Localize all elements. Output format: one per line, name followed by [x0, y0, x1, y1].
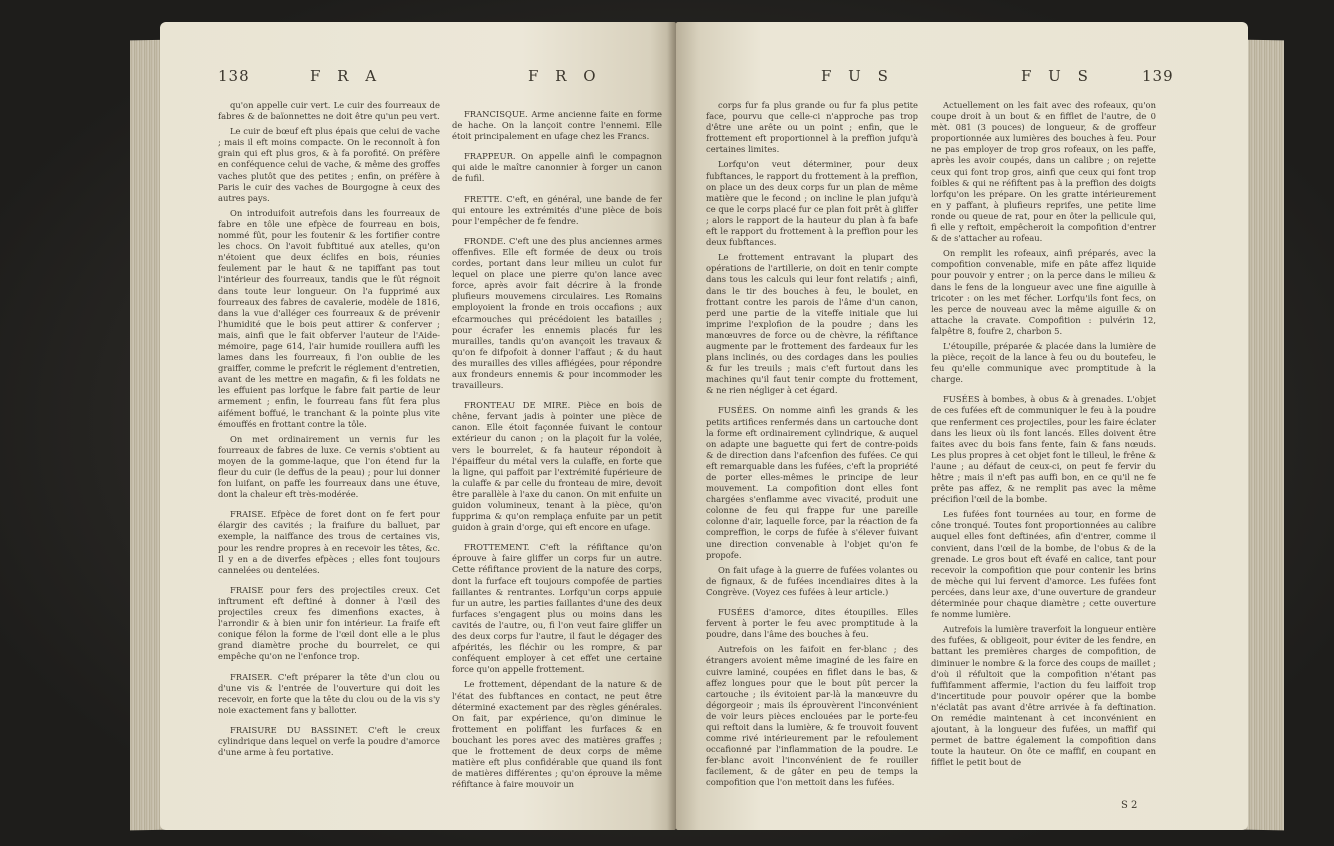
paragraph: L'étoupille, préparée & placée dans la lumière de la pièce, reçoit de la lance à feu ou du boutefeu, le feu qu'elle communique avec promptitude à la charge.: [931, 340, 1156, 385]
left-page: [160, 22, 676, 830]
paragraph: Actuellement on les fait avec des rofeaux, qu'on coupe droit à un bout & en fifflet de l'autre, de 0 mèt. 081 (3 pouces) de longueur, & de groffeur proportionnée aux lumières des bouches à feu. Pour ne pas employer de trop gros rofeaux, on les paffe, après les avoir coupés, dans un calibre ; on rejette ceux qui font trop gros, ainfi que ceux qui font trop foibles & qui ne réfiftent pas à la preffion des doigts lorfqu'on les prépare. On les gratte intérieurement en y paffant, à plufieurs reprifes, une petite lime ronde ou queue de rat, pour en ôter la pellicule qui, fi elle y reftoit, empêcheroit la compofition d'entrer & de s'attacher au rofeau.: [931, 100, 1156, 244]
paragraph: On remplit les rofeaux, ainfi préparés, avec la compofition convenable, mife en pâte affez liquide pour pouvoir y entrer ; on la perce dans le milieu & dans le fens de la longueur avec une fine aiguille à tricoter : on les met fécher. Lorfqu'ils font fecs, on les perce de nouveau avec la même aiguille & on attache la cravate. Compofition : pulvérin 12, falpêtre 8, foufre 2, charbon 5.: [931, 248, 1156, 336]
paragraph: Autrefois on les faifoit en fer-blanc ; des étrangers avoient même imaginé de les faire en cuivre laminé, coupées en fiflet dans le bas, & affez longues pour que le bout pût percer la cartouche ; ils évitoient par-là la manœuvre du dégorgeoir ; mais ils éprouvèrent l'inconvénient de voir leurs pièces enclouées par le porte-feu qui reftoit dans la lumière, & fe trouvoit fouvent comme rivé intérieurement par le refoulement occafionné par l'inflammation de la poudre. Le fer-blanc avoit l'inconvénient de fe rouiller facilement, & de gâter en peu de temps la compofition que l'on mettoit dans les fufées.: [706, 644, 918, 788]
right-running-head-2: F U S: [1021, 67, 1094, 85]
dictionary-entry: FUSÉES à bombes, à obus & à grenades. L'objet de ces fufées eft de communiquer le feu à la poudre que renferment ces projectiles, pour les faire éclater dans les lieux où ils font lancés. Elles doivent être faites avec du bois fans fente, fain & fans nœuds. Les plus propres à cet objet font le tilleul, le frêne & l'aune ; au défaut de ceux-ci, on peut fe fervir du hêtre ; mais il n'eft pas auffi bon, en ce qu'il ne fe prête pas affez, & ne remplit pas avec la même précifion l'œil de la bombe.: [931, 394, 1156, 505]
dictionary-entry: FRAISER. C'eft préparer la tête d'un clou ou d'une vis & l'entrée de l'ouverture qui doit les recevoir, en forte que la tête du clou ou de la vis s'y noie exactement fans y ballotter.: [218, 671, 440, 715]
dictionary-entry: FRANCISQUE. Arme ancienne faite en forme de hache. On la lançoit contre l'ennemi. Elle étoit principalement en ufage chez les Francs.: [452, 109, 662, 142]
paragraph: Lorfqu'on veut déterminer, pour deux fubftances, le rapport du frottement à la preffion, on place un des deux corps fur un plan de même matière que le fecond ; on incline le plan jufqu'à ce que le corps placé fur ce plan foit prêt à gliffer ; alors le rapport de la hauteur du plan à fa bafe eft le rapport du frottement à la preffion pour les deux fubftances.: [706, 159, 918, 248]
dictionary-entry: FRAISE pour fers des projectiles creux. Cet inftrument eft deftiné à donner à l'œil des projectiles creux fes dimenfions exactes, à l'arrondir & à bien unir fon intérieur. La fraife eft conique félon la forme de l'œil dont elle a le plus grand diamètre proche du bourrelet, ce qui empêche qu'on ne l'enfonce trop.: [218, 584, 440, 662]
dictionary-entry: FROTTEMENT. C'eft la réfiftance qu'on éprouve à faire gliffer un corps fur un autre. Cette réfiftance provient de la nature des corps, dont la furface eft toujours compofée de parties faillantes & rentrantes. Lorfqu'un corps appuie fur un autre, les parties faillantes d'une des deux furfaces s'engagent plus ou moins dans les cavités de l'autre, ou, fi l'on veut faire gliffer un des deux corps fur l'autre, il faut le dégager des afpérités, les fléchir ou les rompre, & par conféquent employer à cet effet une certaine force qu'on appelle frottement.: [452, 542, 662, 675]
left-page-header: [160, 67, 676, 91]
paragraph: qu'on appelle cuir vert. Le cuir des fourreaux de fabres & de baïonnettes ne doit être qu'un peu vert.: [218, 100, 440, 122]
paragraph: Le cuir de bœuf eft plus épais que celui de vache ; mais il eft moins compacte. On le reconnoît à fon grain qui eft plus gros, & à fa porofité. On préfère en conféquence celui de vache, & même des groffes vaches plutôt que des petites ; enfin, on préfère à Paris le cuir des vaches de Bourgogne à ceux des autres pays.: [218, 126, 440, 203]
paragraph: Le frottement entravant la plupart des opérations de l'artillerie, on doit en tenir compte dans tous les calculs qui leur font relatifs ; ainfi, dans le tir des bouches à feu, le boulet, en frottant contre les parois de l'âme d'un canon, perd une partie de la viteffe initiale que lui imprime l'explofion de la poudre ; dans les manœuvres de force ou de chèvre, la réfiftance augmente par le frottement des fardeaux fur les plans inclinés, ou des cordages dans les poulies & fur les treuils ; mais c'eft furtout dans les machines qu'il faut tenir compte du frottement, & ne rien négliger à cet égard.: [706, 252, 918, 396]
paragraph: corps fur fa plus grande ou fur fa plus petite face, pourvu que celle-ci n'approche pas trop d'être une arête ou un point ; enfin, que le frottement eft proportionnel à la preffion jufqu'à certaines limites.: [706, 100, 918, 155]
paragraph: On fait ufage à la guerre de fufées volantes ou de fignaux, & de fufées incendiaires dites à la Congrève. (Voyez ces fufées à leur article.): [706, 564, 918, 597]
left-running-head-2: F R O: [528, 67, 602, 85]
dictionary-entry: FUSÉES. On nomme ainfi les grands & les petits artifices renfermés dans un cartouche dont la forme eft ordinairement cylindrique, & auquel on adapte une baguette qui fert de contre-poids & de direction dans l'afcenfion des fufées. Ce qui eft remarquable dans les fufées, c'eft la propriété de porter elles-mêmes le principe de leur mouvement. La compofition dont elles font chargées s'enflamme avec vivacité, produit une colonne de feu qui frappe fur une pareille colonne d'air, laquelle force, par la réaction de fa compreffion, le corps de fufée à s'élever fuivant une direction convenable à l'objet qu'on fe propofe.: [706, 405, 918, 560]
left-page-number: 138: [218, 67, 250, 85]
paragraph: Les fufées font tournées au tour, en forme de cône tronqué. Toutes font proportionnées au calibre auquel elles font deftinées, afin d'entrer, comme il convient, dans l'œil de la bombe, de l'obus & de la grenade. Le gros bout eft évafé en calice, tant pour recevoir la compofition que pour contenir les brins de mèche qui lui fervent d'amorce. Les fufées font percées, dans leur axe, d'une ouverture de grandeur déterminée pour chaque diamètre ; cette ouverture fe nomme lumière.: [931, 509, 1156, 620]
dictionary-entry: FRAISE. Efpèce de foret dont on fe fert pour élargir des cavités ; la fraifure du balluet, par exemple, la naiffance des trous de certaines vis, pour les rendre propres à en recevoir les têtes, &c. Il y en a de diverfes efpèces ; elles font toujours cannelées ou dentelées.: [218, 509, 440, 575]
right-column-1: [706, 100, 918, 793]
signature-mark: S 2: [1121, 800, 1138, 811]
left-column-2: [452, 100, 662, 794]
paragraph: On introduifoit autrefois dans les fourreaux de fabre en tôle une efpèce de fourreau en bois, nommé fût, pour les foutenir & les fortifier contre les chocs. On l'avoit fubftitué aux atelles, qu'on n'étoient que deux éclifes en bois, réunies feulement par le haut & ne tapiffant pas tout l'intérieur des fourreaux, tandis que le fût régnoit dans toute leur longueur. On l'a fupprimé aux fourreaux des fabres de cavalerie, modèle de 1816, dans la vue d'alléger ces fourreaux & de prévenir l'humidité que le bois peut attirer & conferver ; mais, ainfi que le fait obferver l'auteur de l'Aide-mémoire, page 614, l'air humide rouillera auffi les lames dans les fourreaux, fi l'on oublie de les graiffer, comme le prefcrit le réglement d'entretien, avant de les mettre en magafin, & fi les foldats ne les effuient pas lorfque le fabre fait partie de leur armement ; enfin, le fourreau fans fût fera plus aifément boffué, le tranchant & la pointe plus vite émouffés en frottant contre la tôle.: [218, 207, 440, 429]
left-running-head-1: F R A: [310, 67, 383, 85]
right-column-2: [931, 100, 1156, 772]
paragraph: Le frottement, dépendant de la nature & de l'état des fubftances en contact, ne peut être déterminé exactement par des règles générales. On fait, par expérience, qu'on diminue le frottement en poliffant les furfaces & en bouchant les pores avec des matières graffes ; que le frottement de deux corps de même matière eft plus confidérable que quand ils font de matières différentes ; qu'on éprouve la même réfiftance à faire mouvoir un: [452, 679, 662, 790]
right-page: [676, 22, 1248, 830]
dictionary-entry: FUSÉES d'amorce, dites étoupilles. Elles fervent à porter le feu avec promptitude à la poudre, dans l'âme des bouches à feu.: [706, 607, 918, 640]
dictionary-entry: FRETTE. C'eft, en général, une bande de fer qui entoure les extrémités d'une pièce de bois pour l'empêcher de fe fendre.: [452, 193, 662, 226]
dictionary-entry: FRONTEAU DE MIRE. Pièce en bois de chêne, fervant jadis à pointer une pièce de canon. Elle étoit façonnée fuivant le contour extérieur du canon ; on la plaçoit fur la volée, vers le bourrelet, & fa hauteur répondoit à l'épaiffeur du métal vers la culaffe, en forte que la ligne, qui paffoit par l'extrémité fupérieure de la culaffe & par celle du fronteau de mire, devoit être parallèle à l'axe du canon. On mit enfuite un guidon volumineux, tenant à la pièce, qu'on fupprima & qu'on remplaça enfuite par un petit guidon à grain d'orge, qui eft encore en ufage.: [452, 400, 662, 533]
dictionary-entry: FRAPPEUR. On appelle ainfi le compagnon qui aide le maître canonnier à forger un canon de fufil.: [452, 151, 662, 184]
right-page-header: [676, 67, 1248, 91]
dictionary-entry: FRONDE. C'eft une des plus anciennes armes offenfives. Elle eft formée de deux ou trois cordes, portant dans leur milieu un culot fur lequel on place une pierre qu'on lance avec force, après avoir fait décrire à la fronde plufieurs mouvemens circulaires. Les Romains employoient la fronde en trois occafions ; aux efcarmouches qui précédoient les batailles ; pour écrafer les ennemis placés fur les murailles, tandis qu'on avançoit les travaux & qu'on fe difpofoit à donner l'affaut ; & du haut des murailles des villes affiégées, pour répondre aux frondeurs ennemis & pour incommoder les travailleurs.: [452, 235, 662, 391]
right-page-number: 139: [1142, 67, 1174, 85]
right-running-head-1: F U S: [821, 67, 894, 85]
left-column-1: [218, 100, 440, 762]
dictionary-entry: FRAISURE DU BASSINET. C'eft le creux cylindrique dans lequel on verfe la poudre d'amorce d'une arme à feu portative.: [218, 724, 440, 758]
paragraph: On met ordinairement un vernis fur les fourreaux de fabres de luxe. Ce vernis s'obtient au moyen de la gomme-laque, que l'on étend fur la fleur du cuir (le deffus de la peau) ; pour lui donner fon luifant, on paffe les fourreaux dans une étuve, dont la chaleur eft très-modérée.: [218, 433, 440, 500]
paragraph: Autrefois la lumière traverfoit la longueur entière des fufées, & obligeoit, pour éviter de les fendre, en battant les premières charges de compofition, de diminuer le nombre & la force des coups de maillet ; d'où il réfultoit que la compofition n'étant pas fuffifamment affermie, l'action du feu laiffoit trop d'incertitude pour pouvoir opérer que la bombe n'éclatât pas avant d'être arrivée à fa deftination. On remédie maintenant à cet inconvénient en ajoutant, à la longueur des fufées, un maffif qui permet de battre également la compofition dans toute la hauteur. On ôte ce maffif, en coupant en fifflet le petit bout de: [931, 624, 1156, 768]
